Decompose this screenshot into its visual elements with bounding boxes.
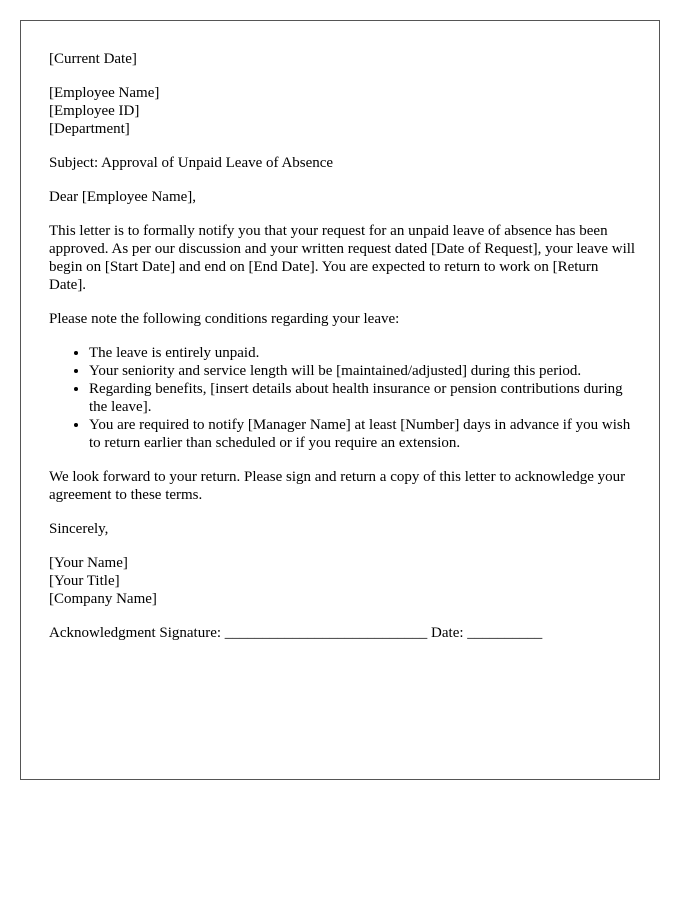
sender-title: [Your Title] — [49, 573, 120, 589]
intro-paragraph: This letter is to formally notify you that your request for an unpaid leave of absence has been approved. As per our discussion and your written request dated [Date of Request], your leave will begin on [Start Date] and end on [End Date]. You are expected to return to work on [Return Date]. — [49, 223, 636, 293]
conditions-intro: Please note the following conditions regarding your leave: — [49, 311, 400, 327]
recipient-id: [Employee ID] — [49, 103, 140, 119]
condition-item: • The leave is entirely unpaid. — [89, 344, 639, 362]
condition-item: • Regarding benefits, [insert details about health insurance or pension contributions during the leave]. — [89, 380, 639, 416]
conditions-list — [49, 344, 639, 452]
recipient-name: [Employee Name] — [49, 85, 160, 101]
letter-subject: Subject: Approval of Unpaid Leave of Absence — [49, 155, 334, 171]
acknowledgment-signature-line: Acknowledgment Signature: ___________________________ Date: __________ — [49, 625, 543, 641]
condition-item: • You are required to notify [Manager Name] at least [Number] days in advance if you wish to return earlier than scheduled or if you require an extension. — [89, 416, 639, 452]
closing: Sincerely, — [49, 521, 109, 537]
sender-company: [Company Name] — [49, 591, 157, 607]
letter-body — [49, 50, 639, 658]
letter-date: [Current Date] — [49, 51, 137, 67]
letter-page — [20, 20, 660, 780]
recipient-block — [49, 84, 639, 138]
recipient-department: [Department] — [49, 121, 130, 137]
sender-name: [Your Name] — [49, 555, 128, 571]
salutation: Dear [Employee Name], — [49, 189, 197, 205]
condition-item: • Your seniority and service length will be [maintained/adjusted] during this period. — [89, 362, 639, 380]
closing-paragraph: We look forward to your return. Please sign and return a copy of this letter to acknowledge your agreement to these terms. — [49, 469, 626, 503]
sender-block — [49, 554, 639, 608]
